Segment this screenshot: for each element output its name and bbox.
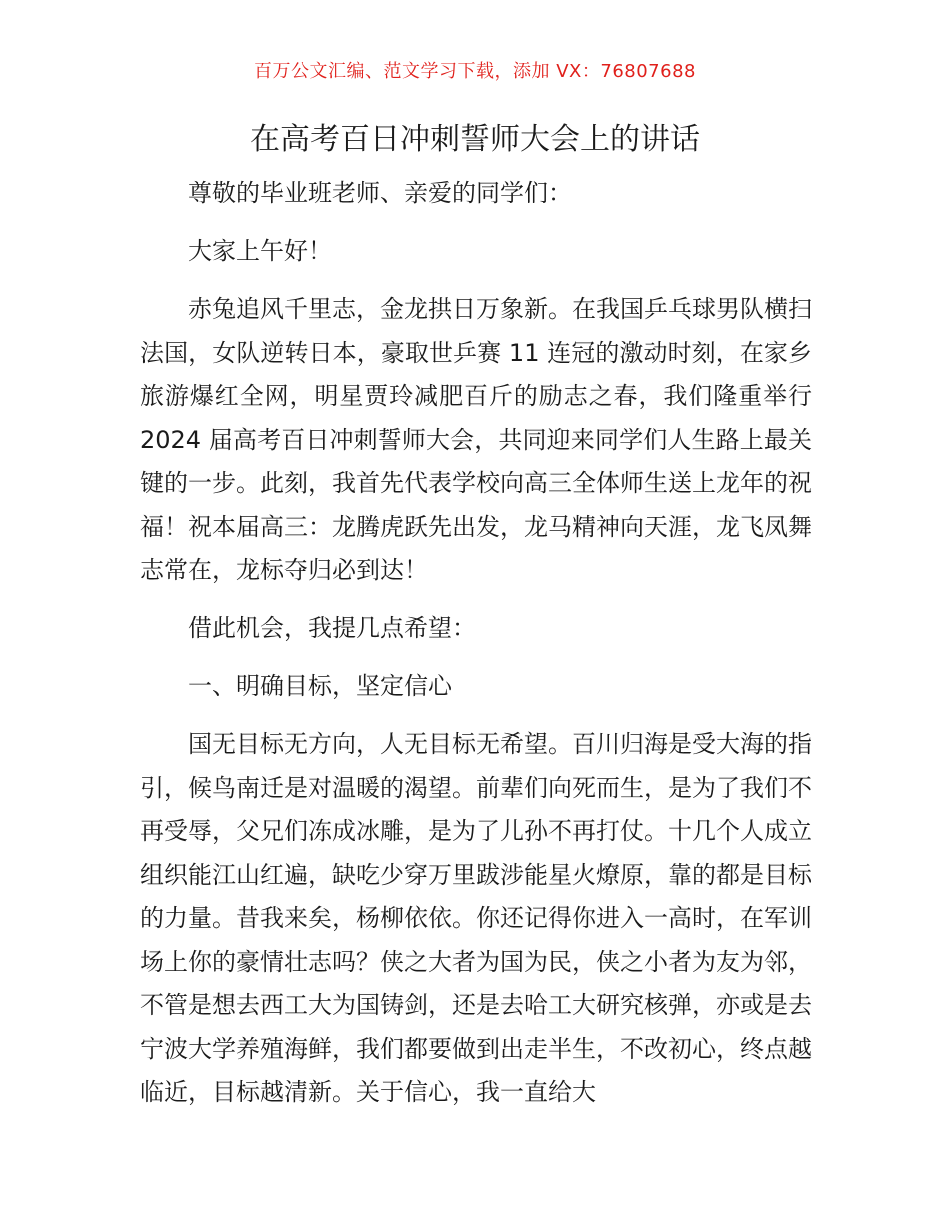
paragraph-opening: 赤兔追风千里志，金龙拱日万象新。在我国乒乓球男队横扫法国，女队逆转日本，豪取世乒赛 11 连冠的激动时刻，在家乡旅游爆红全网，明星贾玲减肥百斤的励志之春，我们隆重举行 2024 届高考百日冲刺誓师大会，共同迎来同学们人生路上最关键的一步。此刻，我首先代表学校向高三全体师生送上龙年的祝福！祝本届高三：龙腾虎跃先出发，龙马精神向天涯，龙飞凤舞志常在，龙标夺归必到达！ [140, 295, 812, 584]
paragraph-hopes-intro: 借此机会，我提几点希望： [188, 614, 476, 642]
section-heading-1: 一、明确目标，坚定信心 [188, 672, 452, 700]
salutation: 尊敬的毕业班老师、亲爱的同学们： [188, 179, 572, 207]
document-body [140, 172, 812, 1115]
greeting: 大家上午好！ [188, 237, 332, 265]
document-title: 在高考百日冲刺誓师大会上的讲话 [250, 122, 700, 157]
paragraph-goals: 国无目标无方向，人无目标无希望。百川归海是受大海的指引，候鸟南迁是对温暖的渴望。前辈们向死而生，是为了我们不再受辱，父兄们冻成冰雕，是为了儿孙不再打仗。十几个人成立组织能江山红遍，缺吃少穿万里跋涉能星火燎原，靠的都是目标的力量。昔我来矣，杨柳依依。你还记得你进入一高时，在军训场上你的豪情壮志吗？侠之大者为国为民，侠之小者为友为邻，不管是想去西工大为国铸剑，还是去哈工大研究核弹，亦或是去宁波大学养殖海鲜，我们都要做到出走半生，不改初心，终点越临近，目标越清新。关于信心，我一直给大 [140, 730, 812, 1106]
watermark-banner: 百万公文汇编、范文学习下载，添加 VX：76807688 [254, 61, 696, 82]
